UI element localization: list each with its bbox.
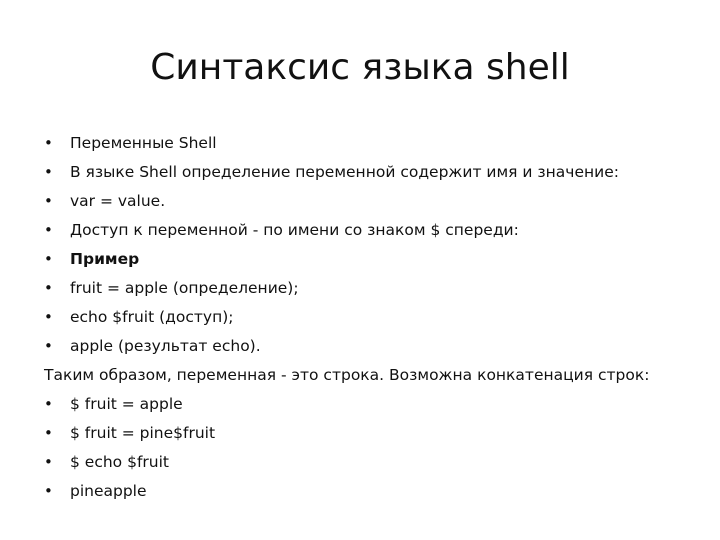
- bullet-icon: •: [44, 134, 53, 152]
- bullet-item: [44, 477, 704, 506]
- bullet-item: [44, 303, 704, 332]
- bullet-item: [44, 390, 704, 419]
- bullet-item: [44, 245, 704, 274]
- bullet-item: [44, 332, 704, 361]
- slide-title: Синтаксис языка shell: [150, 47, 570, 88]
- line-text: pineapple: [70, 482, 147, 500]
- bullet-item: [44, 129, 704, 158]
- bullet-icon: •: [44, 250, 53, 268]
- bullet-item: [44, 187, 704, 216]
- bullet-icon: •: [44, 163, 53, 181]
- bullet-icon: •: [44, 192, 53, 210]
- text-line: [44, 361, 704, 390]
- bullet-icon: •: [44, 482, 53, 500]
- line-text: var = value.: [70, 192, 166, 210]
- line-text: apple (результат echo).: [70, 337, 261, 355]
- slide-content: [44, 129, 704, 506]
- line-text: $ echo $fruit: [70, 453, 169, 471]
- bullet-icon: •: [44, 337, 53, 355]
- bullet-icon: •: [44, 221, 53, 239]
- line-text: Пример: [70, 250, 140, 268]
- line-text: Переменные Shell: [70, 134, 217, 152]
- line-text: $ fruit = pine$fruit: [70, 424, 216, 442]
- bullet-item: [44, 448, 704, 477]
- bullet-item: [44, 419, 704, 448]
- line-text: В языке Shell определение переменной содержит имя и значение:: [70, 163, 619, 181]
- line-text: fruit = apple (определение);: [70, 279, 299, 297]
- bullet-icon: •: [44, 279, 53, 297]
- bullet-icon: •: [44, 453, 53, 471]
- bullet-icon: •: [44, 308, 53, 326]
- bullet-item: [44, 158, 704, 187]
- line-text: Таким образом, переменная - это строка. Возможна конкатенация строк:: [44, 366, 650, 384]
- line-text: $ fruit = apple: [70, 395, 183, 413]
- line-text: Доступ к переменной - по имени со знаком $ спереди:: [70, 221, 519, 239]
- bullet-item: [44, 216, 704, 245]
- line-text: echo $fruit (доступ);: [70, 308, 234, 326]
- bullet-icon: •: [44, 395, 53, 413]
- bullet-item: [44, 274, 704, 303]
- bullet-icon: •: [44, 424, 53, 442]
